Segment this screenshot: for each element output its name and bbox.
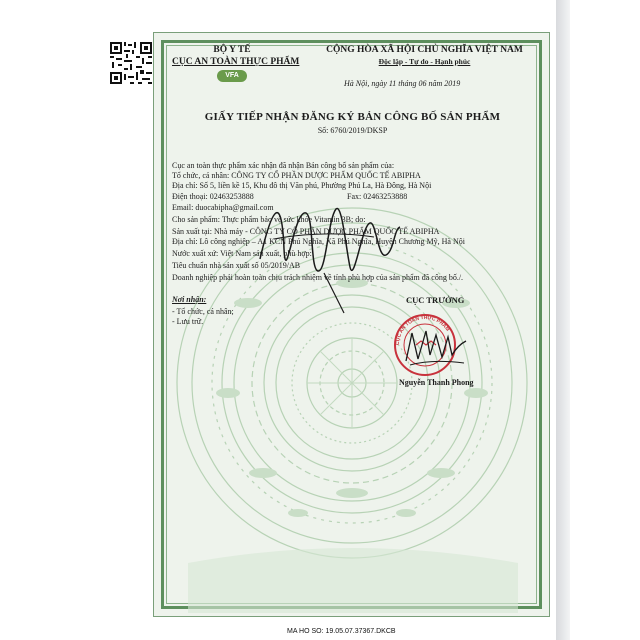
- overlay-signature: [254, 179, 404, 319]
- signer-name: Nguyễn Thanh Phong: [399, 378, 474, 387]
- body-standard: Tiêu chuẩn nhà sản xuất số 05/2019/AB: [172, 261, 301, 270]
- body-responsibility: Doanh nghiệp phải hoàn toàn chịu trách nhiệm về tính phù hợp của sản phẩm đã công bố./.: [172, 273, 464, 282]
- qr-code: [108, 40, 154, 86]
- recipient-item: - Lưu trữ.: [172, 317, 204, 326]
- body-manufacturer: Sản xuất tại: Nhà máy - CÔNG TY CỔ PHẦN DƯỢC PHẨM QUỐC TẾ ABIPHA: [172, 227, 440, 236]
- body-email: Email: duocabipha@gmail.com: [172, 203, 274, 212]
- document-number: Số: 6760/2019/DKSP: [317, 126, 388, 135]
- recipient-item: - Tổ chức, cá nhân;: [172, 307, 234, 316]
- body-product: Cho sản phẩm: Thực phẩm bảo vệ sức khỏe Vitamin 3B; do:: [172, 215, 366, 224]
- stamp-text: CỤC AN TOÀN THỰC PHẨM: [394, 314, 451, 346]
- body-address: Địa chỉ: Số 5, liền kề 15, Khu đô thị Văn phú, Phường Phú La, Hà Đông, Hà Nội: [172, 181, 432, 190]
- body-intro: Cục an toàn thực phẩm xác nhận đã nhận Bản công bố sản phẩm của:: [172, 161, 395, 170]
- recipients-label: Nơi nhận:: [172, 295, 207, 304]
- agency-name: CỤC AN TOÀN THỰC PHẨM: [172, 57, 300, 67]
- body-origin: Nước xuất xứ: Việt Nam sản xuất, phù hợp:: [172, 249, 312, 258]
- signer-title: CỤC TRƯỞNG: [406, 295, 465, 305]
- body-phone: Điện thoại: 02463253888: [172, 192, 254, 201]
- document-title: GIẤY TIẾP NHẬN ĐĂNG KÝ BẢN CÔNG BỐ SẢN PHẨM: [204, 111, 501, 123]
- motto: Độc lập - Tự do - Hạnh phúc: [378, 57, 471, 66]
- page-edge-shadow: [556, 0, 570, 640]
- country-name: CỘNG HÒA XÃ HỘI CHỦ NGHĨA VIỆT NAM: [326, 45, 523, 55]
- ministry-name: BỘ Y TẾ: [213, 45, 251, 55]
- body-factory-address: Địa chỉ: Lô công nghiệp – A1 KCN Phú Nghĩa, Xã Phú Nghĩa, Huyện Chương Mỹ, Hà Nội: [172, 237, 465, 246]
- body-organization: Tổ chức, cá nhân: CÔNG TY CỔ PHẦN DƯỢC PHẨM QUỐC TẾ ABIPHA: [172, 171, 421, 180]
- director-signature: [402, 325, 472, 371]
- date-line: Hà Nội, ngày 11 tháng 06 năm 2019: [344, 79, 461, 88]
- certificate-document: [153, 32, 550, 617]
- dossier-code: MA HO SO: 19.05.07.37367.DKCB: [287, 628, 396, 635]
- agency-logo: VFA: [217, 70, 247, 82]
- body-fax: Fax: 02463253888: [347, 192, 408, 201]
